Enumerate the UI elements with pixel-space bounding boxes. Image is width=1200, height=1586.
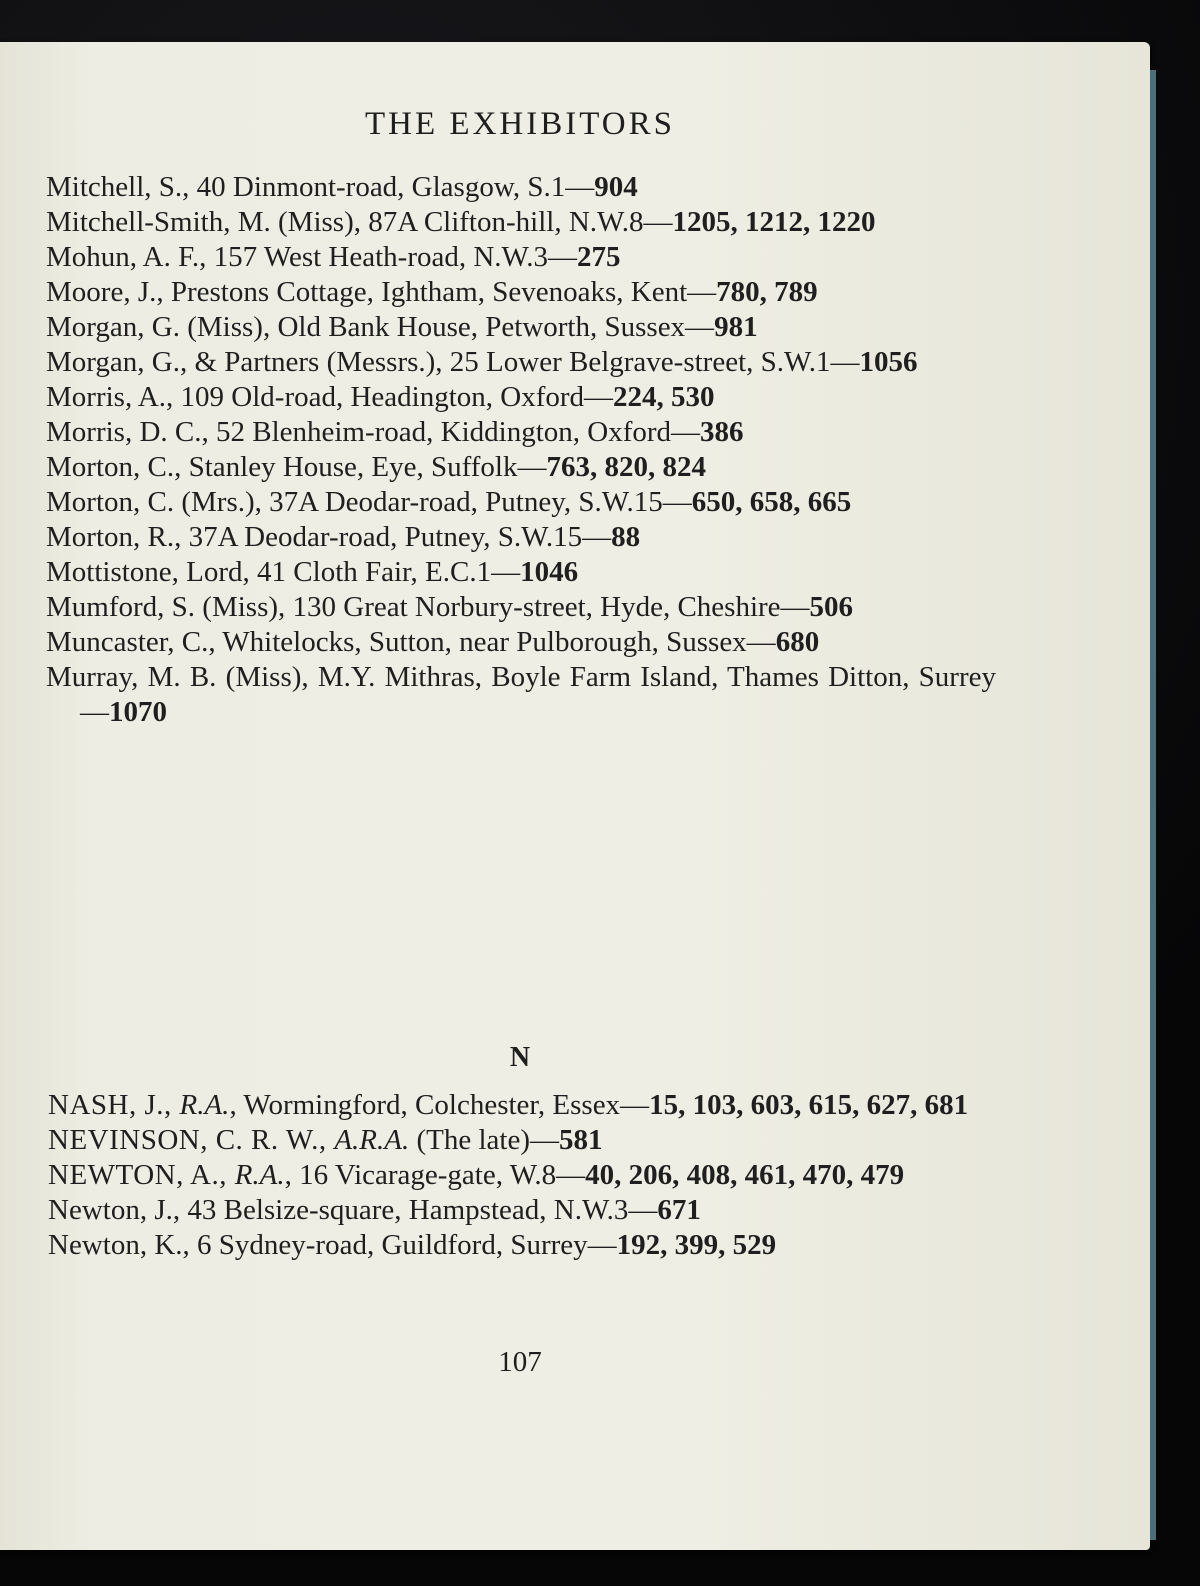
catalogue-numbers: 224, 530 [613, 381, 715, 413]
exhibitor-entry: NEVINSON, C. R. W., A.R.A. (The late)—581 [48, 1124, 603, 1156]
catalogue-numbers: 780, 789 [716, 276, 818, 308]
exhibitor-entry: Morgan, G., & Partners (Messrs.), 25 Lower Belgrave-street, S.W.1—1056 [46, 346, 918, 378]
page-edge [1150, 70, 1156, 1540]
section-heading-n: N [509, 1042, 531, 1073]
exhibitor-entry: Morris, A., 109 Old-road, Headington, Oxford—224, 530 [46, 381, 715, 413]
catalogue-numbers: 1056 [859, 346, 918, 378]
catalogue-numbers: 763, 820, 824 [546, 451, 706, 483]
catalogue-numbers: 15, 103, 603, 615, 627, 681 [649, 1089, 969, 1121]
catalogue-numbers: 671 [657, 1194, 701, 1226]
exhibitor-entry: Morris, D. C., 52 Blenheim-road, Kiddington, Oxford—386 [46, 416, 744, 448]
catalogue-numbers: 275 [577, 241, 621, 273]
catalogue-numbers: 904 [594, 171, 638, 203]
exhibitor-entry: Murray, M. B. (Miss), M.Y. Mithras, Boyle Farm Island, Thames Ditton, Surrey—1070 [46, 661, 996, 728]
exhibitor-entry: NEWTON, A., R.A., 16 Vicarage-gate, W.8—40, 206, 408, 461, 470, 479 [48, 1159, 905, 1191]
exhibitor-entry: Morton, C., Stanley House, Eye, Suffolk—763, 820, 824 [46, 451, 706, 483]
catalogue-numbers: 1046 [520, 556, 579, 588]
catalogue-numbers: 1070 [109, 696, 167, 728]
running-head: THE EXHIBITORS [365, 106, 675, 142]
exhibitor-entry: Morgan, G. (Miss), Old Bank House, Petworth, Sussex—981 [46, 311, 758, 343]
exhibitor-entry: Mumford, S. (Miss), 130 Great Norbury-street, Hyde, Cheshire—506 [46, 591, 854, 623]
exhibitor-entry: Newton, J., 43 Belsize-square, Hampstead, N.W.3—671 [48, 1194, 701, 1226]
page-number: 107 [498, 1346, 542, 1378]
catalogue-numbers: 581 [559, 1124, 603, 1156]
exhibitor-entry: Moore, J., Prestons Cottage, Ightham, Sevenoaks, Kent—780, 789 [46, 276, 818, 308]
exhibitor-entry: Mottistone, Lord, 41 Cloth Fair, E.C.1—1046 [46, 556, 579, 588]
catalogue-numbers: 506 [809, 591, 854, 623]
catalogue-numbers: 650, 658, 665 [691, 486, 852, 518]
exhibitor-entry: Morton, C. (Mrs.), 37A Deodar-road, Putney, S.W.15—650, 658, 665 [46, 486, 852, 518]
exhibitor-entry: Mohun, A. F., 157 West Heath-road, N.W.3—275 [46, 241, 621, 273]
exhibitor-entry: Mitchell-Smith, M. (Miss), 87A Clifton-hill, N.W.8—1205, 1212, 1220 [46, 206, 876, 238]
m-entries-list [46, 170, 996, 730]
catalogue-numbers: 981 [714, 311, 758, 343]
n-entries-list [48, 1088, 998, 1263]
exhibitor-entry: Morton, R., 37A Deodar-road, Putney, S.W.15—88 [46, 521, 641, 553]
catalogue-numbers: 680 [775, 626, 820, 658]
exhibitor-entry: Mitchell, S., 40 Dinmont-road, Glasgow, S.1—904 [46, 171, 638, 203]
catalogue-numbers: 386 [700, 416, 744, 448]
catalogue-numbers: 192, 399, 529 [616, 1229, 777, 1261]
exhibitor-entry: Newton, K., 6 Sydney-road, Guildford, Surrey—192, 399, 529 [48, 1229, 777, 1261]
catalogue-numbers: 1205, 1212, 1220 [672, 206, 876, 238]
catalogue-numbers: 88 [611, 521, 641, 553]
exhibitor-entry: Muncaster, C., Whitelocks, Sutton, near Pulborough, Sussex—680 [46, 626, 820, 658]
catalogue-numbers: 40, 206, 408, 461, 470, 479 [585, 1159, 905, 1191]
exhibitor-entry: NASH, J., R.A., Wormingford, Colchester, Essex—15, 103, 603, 615, 627, 681 [48, 1089, 969, 1121]
